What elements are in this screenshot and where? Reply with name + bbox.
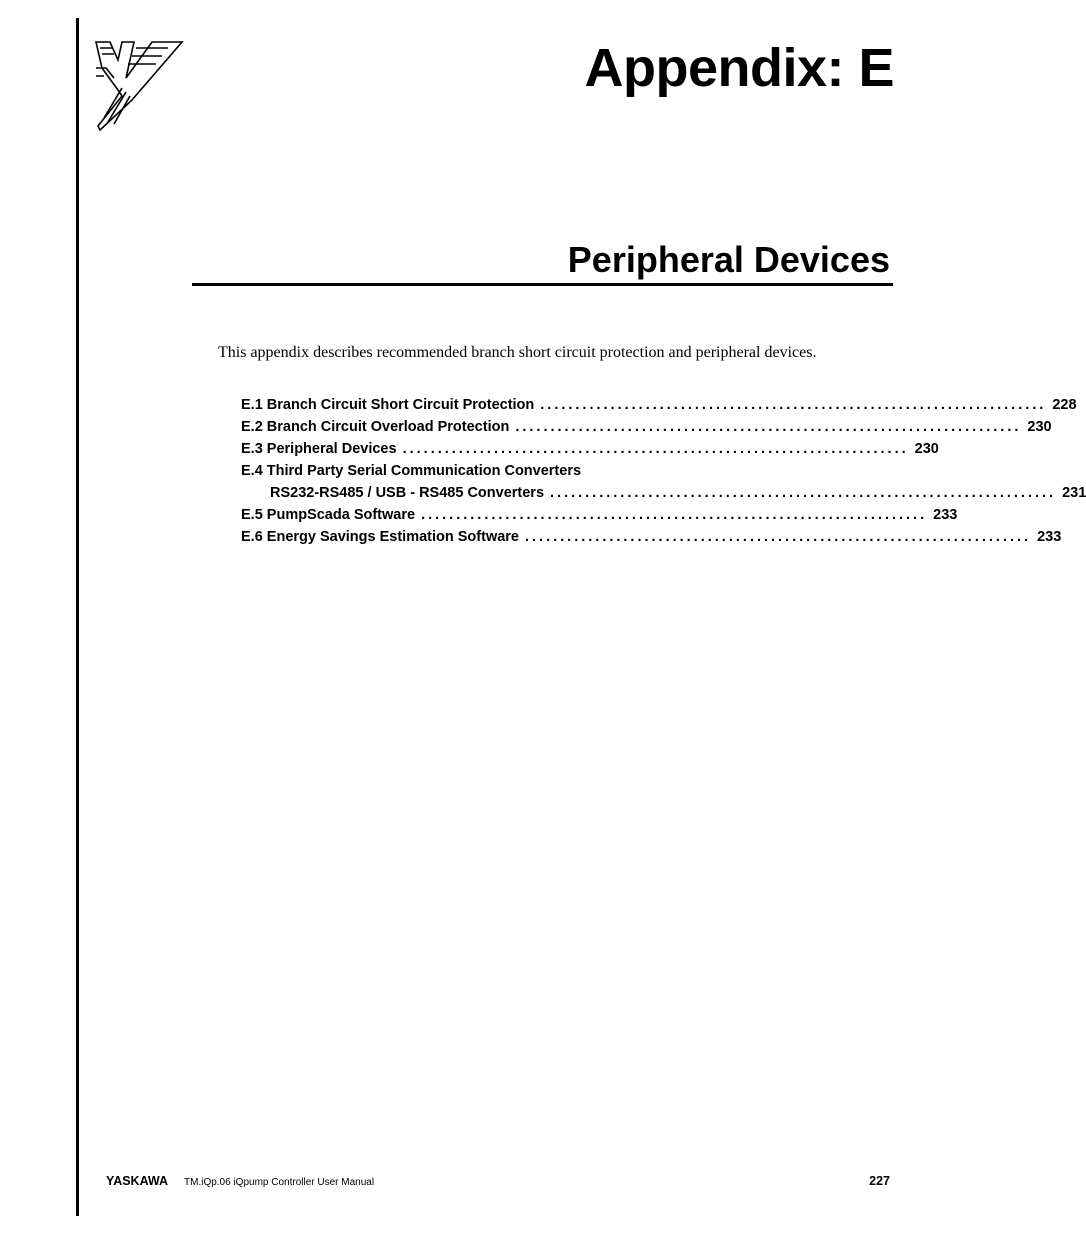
toc-entry-e5[interactable] bbox=[241, 504, 958, 526]
toc-entry-label: E.6 Energy Savings Estimation Software bbox=[241, 529, 519, 545]
toc-entry-label: E.2 Branch Circuit Overload Protection bbox=[241, 419, 510, 435]
toc-entry-page: 233 bbox=[1037, 529, 1062, 545]
toc-entry-page: 233 bbox=[933, 507, 958, 523]
footer-brand: YASKAWA bbox=[106, 1174, 169, 1188]
toc-entry-page: 230 bbox=[914, 441, 939, 457]
toc-entry-label: E.4 Third Party Serial Communication Converters bbox=[241, 463, 582, 479]
toc-entry-label: RS232-RS485 / USB - RS485 Converters bbox=[270, 485, 545, 501]
toc-entry-label: E.3 Peripheral Devices bbox=[241, 441, 397, 457]
footer-page-number: 227 bbox=[869, 1174, 890, 1188]
toc-entry-e1[interactable] bbox=[241, 394, 1077, 416]
toc-entry-e6[interactable] bbox=[241, 526, 1062, 548]
appendix-title: Appendix: E bbox=[584, 38, 894, 98]
toc-entry-e4-sub[interactable] bbox=[241, 482, 1086, 504]
table-of-contents bbox=[241, 394, 1086, 548]
toc-leader-dots: ........................................................................ bbox=[540, 397, 1047, 413]
footer-document-title: TM.iQp.06 iQpump Controller User Manual bbox=[184, 1177, 375, 1188]
toc-entry-page: 230 bbox=[1027, 419, 1052, 435]
toc-entry-page: 231 bbox=[1062, 485, 1086, 501]
toc-entry-e2[interactable] bbox=[241, 416, 1052, 438]
toc-leader-dots: ........................................................................ bbox=[550, 485, 1057, 501]
toc-leader-dots: ........................................................................ bbox=[525, 529, 1032, 545]
title-rule bbox=[192, 283, 893, 286]
toc-leader-dots: ........................................................................ bbox=[402, 441, 909, 457]
toc-entry-page: 228 bbox=[1052, 397, 1077, 413]
toc-entry-label: E.5 PumpScada Software bbox=[241, 507, 416, 523]
section-title: Peripheral Devices bbox=[567, 239, 890, 280]
toc-entry-label: E.1 Branch Circuit Short Circuit Protection bbox=[241, 397, 535, 413]
yaskawa-logo-icon bbox=[92, 38, 186, 134]
intro-paragraph: This appendix describes recommended branch short circuit protection and peripheral devices. bbox=[218, 344, 817, 361]
toc-leader-dots: ........................................................................ bbox=[515, 419, 1022, 435]
toc-entry-e3[interactable] bbox=[241, 438, 939, 460]
sidebar-rule bbox=[76, 18, 79, 1216]
toc-entry-e4[interactable] bbox=[241, 460, 758, 482]
toc-leader-dots: ........................................................................ bbox=[421, 507, 928, 523]
